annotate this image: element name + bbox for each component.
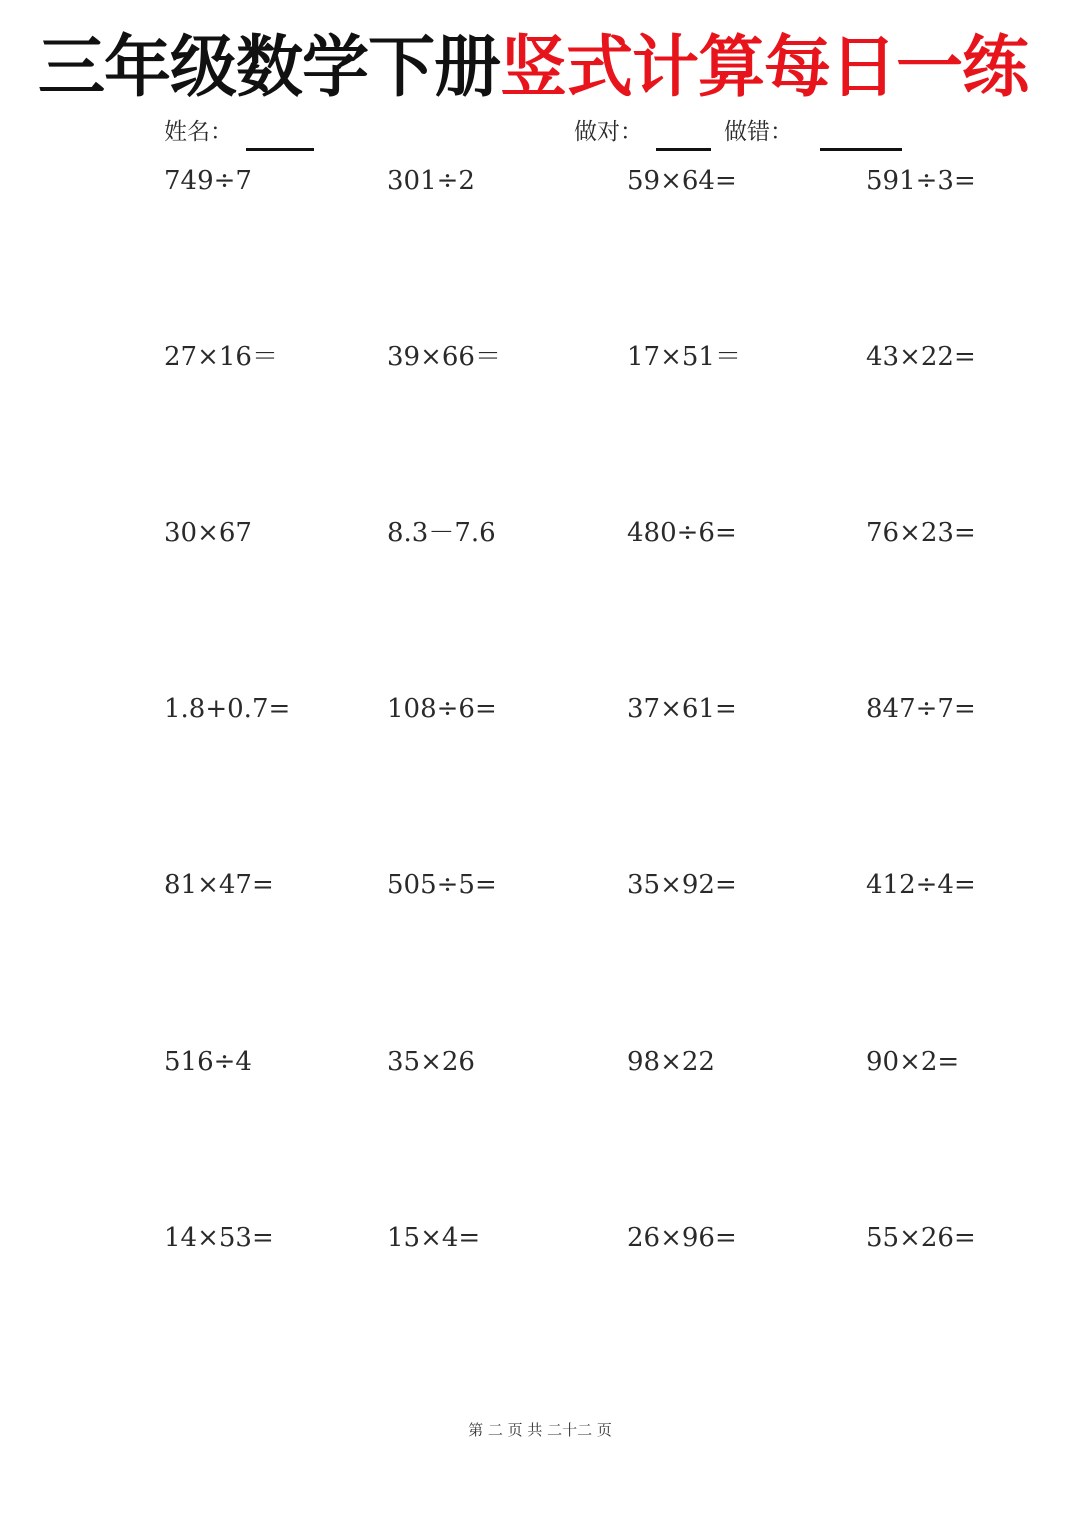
problem: 55×26=	[866, 1223, 976, 1253]
problem: 108÷6=	[387, 694, 497, 724]
problem: 516÷4	[164, 1047, 252, 1077]
correct-count-label: 做对：	[574, 119, 643, 145]
problem: 35×92=	[627, 870, 737, 900]
name-label: 姓名：	[164, 119, 233, 145]
name-blank[interactable]	[246, 148, 314, 151]
problem: 37×61=	[627, 694, 737, 724]
wrong-count-blank[interactable]	[820, 148, 902, 151]
problem: 14×53=	[164, 1223, 274, 1253]
problem: 301÷2	[387, 166, 475, 196]
problem: 90×2=	[866, 1047, 960, 1077]
problem: 27×16＝	[164, 342, 278, 372]
problem: 43×22=	[866, 342, 976, 372]
problem: 480÷6=	[627, 518, 737, 548]
problem: 81×47=	[164, 870, 274, 900]
wrong-count-label: 做错：	[724, 119, 793, 145]
problem: 412÷4=	[866, 870, 976, 900]
problem: 505÷5=	[387, 870, 497, 900]
page-number-footer: 第 二 页 共 二十二 页	[468, 1421, 612, 1439]
problem: 749÷7	[164, 166, 252, 196]
problem: 1.8+0.7=	[164, 694, 291, 724]
problem: 76×23=	[866, 518, 976, 548]
title-grade-subject: 三年级数学下册	[38, 28, 500, 106]
problem: 847÷7=	[866, 694, 976, 724]
page-title	[38, 22, 1068, 112]
student-info-row	[0, 114, 1080, 158]
problem: 39×66＝	[387, 342, 501, 372]
problem: 30×67	[164, 518, 252, 548]
problem: 15×4=	[387, 1223, 481, 1253]
problem: 98×22	[627, 1047, 715, 1077]
correct-count-blank[interactable]	[656, 148, 711, 151]
problem: 59×64=	[627, 166, 737, 196]
problem: 591÷3=	[866, 166, 976, 196]
title-practice-name: 竖式计算每日一练	[500, 28, 1028, 106]
problem: 26×96=	[627, 1223, 737, 1253]
problem: 35×26	[387, 1047, 475, 1077]
problem: 17×51＝	[627, 342, 741, 372]
problem: 8.3－7.6	[387, 518, 496, 548]
